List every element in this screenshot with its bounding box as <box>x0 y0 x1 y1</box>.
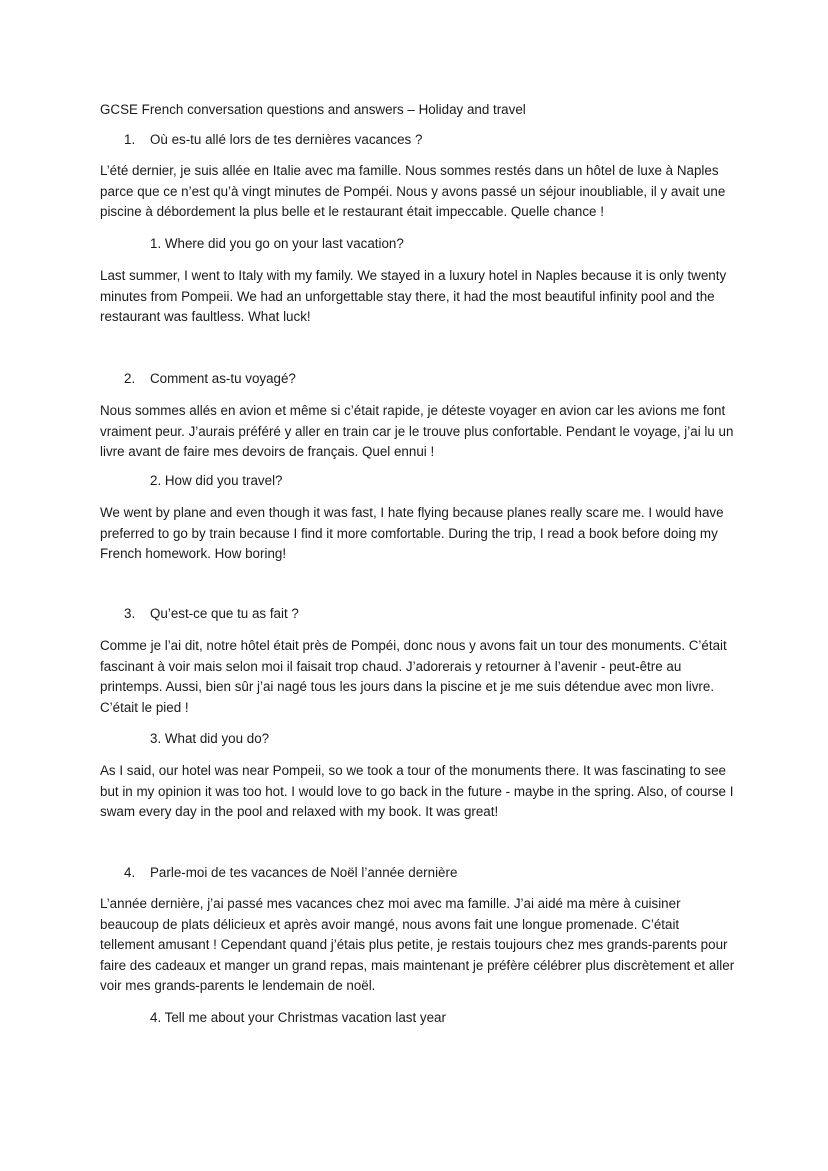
french-answer-4: L’année dernière, j’ai passé mes vacances chez moi avec ma famille. J’ai aidé ma mère à cuisiner beaucoup de plats délicieux et après avoir mangé, nous avons fait une longue promenade. C’était tellement amusant ! Cependant quand j’étais plus petite, je restais toujours chez mes grands-parents pour faire des cadeaux et manger un grand repas, mais maintenant je préfère célébrer plus discrètement et aller voir mes grands-parents le lendemain de noël. <box>100 896 735 993</box>
question-number: 1. <box>124 132 136 147</box>
french-question-text: Qu’est-ce que tu as fait ? <box>150 606 299 621</box>
english-question-1: 1. Where did you go on your last vacation? <box>150 236 404 251</box>
french-question-4 <box>124 864 457 882</box>
english-question-4: 4. Tell me about your Christmas vacation last year <box>150 1010 446 1025</box>
english-question-3: 3. What did you do? <box>150 731 270 746</box>
french-question-1 <box>124 131 422 149</box>
english-answer-1: Last summer, I went to Italy with my family. We stayed in a luxury hotel in Naples because it is only twenty minutes from Pompeii. We had an unforgettable stay there, it had the most beautiful infinity pool and the restaurant was faultless. What luck! <box>100 268 727 324</box>
french-question-3 <box>124 605 299 623</box>
french-question-text: Parle-moi de tes vacances de Noël l’année dernière <box>150 865 458 880</box>
document-title: GCSE French conversation questions and answers – Holiday and travel <box>100 102 526 117</box>
french-question-2 <box>124 370 296 388</box>
french-answer-3: Comme je l’ai dit, notre hôtel était près de Pompéi, donc nous y avons fait un tour des monuments. C’était fascinant à voir mais selon moi il faisait trop chaud. J’adorerais y retourner à l’avenir - peut-être au printemps. Aussi, bien sûr j’ai nagé tous les jours dans la piscine et je me suis détendue avec mon livre. C’était le pied ! <box>100 638 727 715</box>
english-answer-3: As I said, our hotel was near Pompeii, so we took a tour of the monuments there. It was fascinating to see but in my opinion it was too hot. I would love to go back in the future - maybe in the spring. Also, of course I swam every day in the pool and relaxed with my book. It was great! <box>100 763 734 819</box>
english-answer-2: We went by plane and even though it was fast, I hate flying because planes really scare me. I would have preferred to go by train because I find it more comfortable. During the trip, I read a book before doing my French homework. How boring! <box>100 505 724 561</box>
question-number: 4. <box>124 865 136 880</box>
french-answer-1: L’été dernier, je suis allée en Italie avec ma famille. Nous sommes restés dans un hôtel de luxe à Naples parce que ce n’est qu’à vingt minutes de Pompéi. Nous y avons passé un séjour inoubliable, il y avait une piscine à débordement la plus belle et le restaurant était impeccable. Quelle chance ! <box>100 163 726 219</box>
french-question-text: Comment as-tu voyagé? <box>150 371 296 386</box>
question-number: 2. <box>124 371 136 386</box>
french-question-text: Où es-tu allé lors de tes dernières vacances ? <box>150 132 423 147</box>
french-answer-2: Nous sommes allés en avion et même si c’était rapide, je déteste voyager en avion car les avions me font vraiment peur. J’aurais préféré y aller en train car je le trouve plus confortable. Pendant le voyage, j’ai lu un livre avant de faire mes devoirs de français. Quel ennui ! <box>100 403 734 459</box>
english-question-2: 2. How did you travel? <box>150 473 283 488</box>
question-number: 3. <box>124 606 136 621</box>
